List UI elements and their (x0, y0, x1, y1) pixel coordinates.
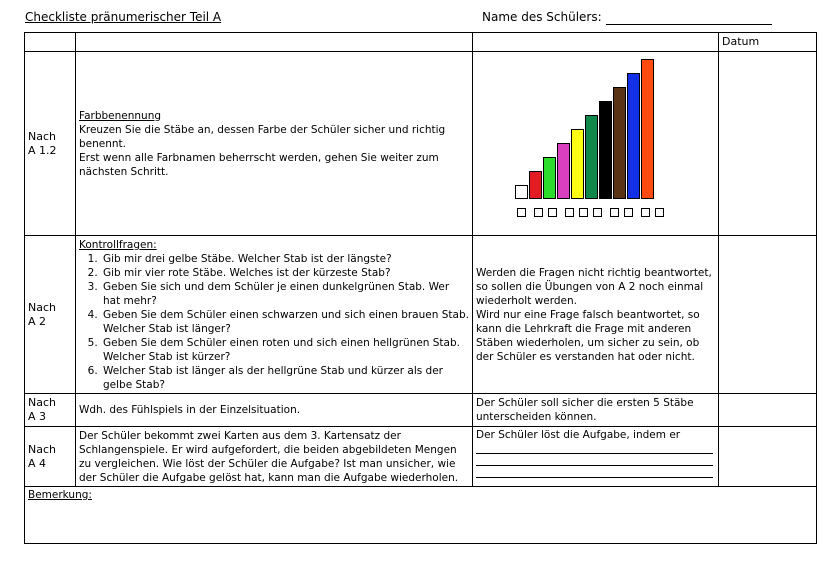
row-label: Nach A 1.2 (25, 52, 76, 236)
answer-line[interactable] (476, 454, 713, 466)
row-heading: Kontrollfragen: (79, 239, 157, 251)
datum-cell[interactable] (719, 52, 817, 236)
rod-figure-cell (473, 52, 719, 236)
remark-row (25, 487, 817, 544)
row-note: Der Schüler löst die Aufgabe, indem er (476, 429, 681, 441)
row-note: Der Schüler soll sicher die ersten 5 Stäbe unterscheiden können. (473, 394, 719, 427)
rod-checkbox[interactable] (610, 208, 619, 217)
row-text: Der Schüler bekommt zwei Karten aus dem 3. Kartensatz der Schlangenspiele. Er wird aufgefordert, die beiden abgebildeten Mengen zu vergleichen. Wie löst der Schüler die Aufgabe? Ist man unsicher, wie der Schüler die Aufgabe gelöst hat, kann man die Aufgabe wiederholen. (76, 427, 473, 487)
cuisenaire-rod (515, 185, 528, 199)
cuisenaire-rod (529, 171, 542, 199)
student-name-line[interactable] (606, 24, 772, 25)
header-cell-empty (25, 33, 76, 52)
row-note: Werden die Fragen nicht richtig beantwortet, so sollen die Übungen von A 2 noch einmal wiederholt werden. Wird nur eine Frage falsch beantwortet, so kann die Lehrkraft die Frage mit anderen Stäben wiederholen, um sicher zu sein, ob der Schüler es verstanden hat oder nicht. (473, 236, 719, 394)
cuisenaire-rod (571, 129, 584, 199)
row-text: Kreuzen Sie die Stäbe an, dessen Farbe der Schüler sicher und richtig benennt. Erst wenn alle Farbnamen beherrscht werden, gehen Sie weiter zum nächsten Schritt. (79, 123, 446, 178)
student-name-label: Name des Schülers: (482, 10, 602, 24)
cuisenaire-rod (627, 73, 640, 199)
datum-cell[interactable] (719, 394, 817, 427)
header-cell-empty (473, 33, 719, 52)
table-row (25, 427, 817, 487)
header-cell-empty (76, 33, 473, 52)
answer-cell (473, 427, 719, 487)
checklist-table (24, 32, 817, 544)
list-item: 5. Geben Sie dem Schüler einen roten und sich einen hellgrünen Stab. Welcher Stab ist kürzer? (101, 336, 469, 364)
rod-checkbox[interactable] (548, 208, 557, 217)
row-content (76, 52, 473, 236)
row-label: Nach A 2 (25, 236, 76, 394)
rod-checkbox[interactable] (655, 208, 664, 217)
rod-checkbox[interactable] (624, 208, 633, 217)
cuisenaire-rod (585, 115, 598, 199)
datum-cell[interactable] (719, 236, 817, 394)
table-row (25, 394, 817, 427)
cuisenaire-rod (557, 143, 570, 199)
table-row (25, 52, 817, 236)
answer-line[interactable] (476, 466, 713, 478)
cuisenaire-rod (613, 87, 626, 199)
rod-checkbox[interactable] (534, 208, 543, 217)
rod-checkbox[interactable] (517, 208, 526, 217)
rod-figure (473, 59, 723, 229)
remark-cell[interactable] (25, 487, 817, 544)
list-item: 2. Gib mir vier rote Stäbe. Welches ist der kürzeste Stab? (101, 266, 469, 280)
row-label: Nach A 3 (25, 394, 76, 427)
row-content (76, 236, 473, 394)
list-item: 1. Gib mir drei gelbe Stäbe. Welcher Stab ist der längste? (101, 252, 469, 266)
answer-line[interactable] (476, 442, 713, 454)
rod-checkbox[interactable] (641, 208, 650, 217)
datum-cell[interactable] (719, 427, 817, 487)
page-title: Checkliste pränumerischer Teil A (25, 10, 222, 24)
row-heading: Farbbenennung (79, 109, 162, 122)
table-row (25, 236, 817, 394)
list-item: 4. Geben Sie dem Schüler einen schwarzen und sich einen brauen Stab. Welcher Stab ist länger? (101, 308, 469, 336)
rod-checkbox[interactable] (565, 208, 574, 217)
remark-label: Bemerkung: (28, 489, 92, 501)
datum-header: Datum (719, 33, 817, 52)
cuisenaire-rod (641, 59, 654, 199)
rod-checkbox[interactable] (579, 208, 588, 217)
row-label: Nach A 4 (25, 427, 76, 487)
row-text: Wdh. des Fühlspiels in der Einzelsituation. (76, 394, 473, 427)
cuisenaire-rod (543, 157, 556, 199)
list-item: 3. Geben Sie sich und dem Schüler je einen dunkelgrünen Stab. Wer hat mehr? (101, 280, 469, 308)
cuisenaire-rod (599, 101, 612, 199)
list-item: 6. Welcher Stab ist länger als der hellgrüne Stab und kürzer als der gelbe Stab? (101, 364, 469, 392)
rod-checkbox[interactable] (593, 208, 602, 217)
question-list (79, 252, 469, 392)
checkbox-row (517, 208, 664, 217)
table-header-row (25, 33, 817, 52)
